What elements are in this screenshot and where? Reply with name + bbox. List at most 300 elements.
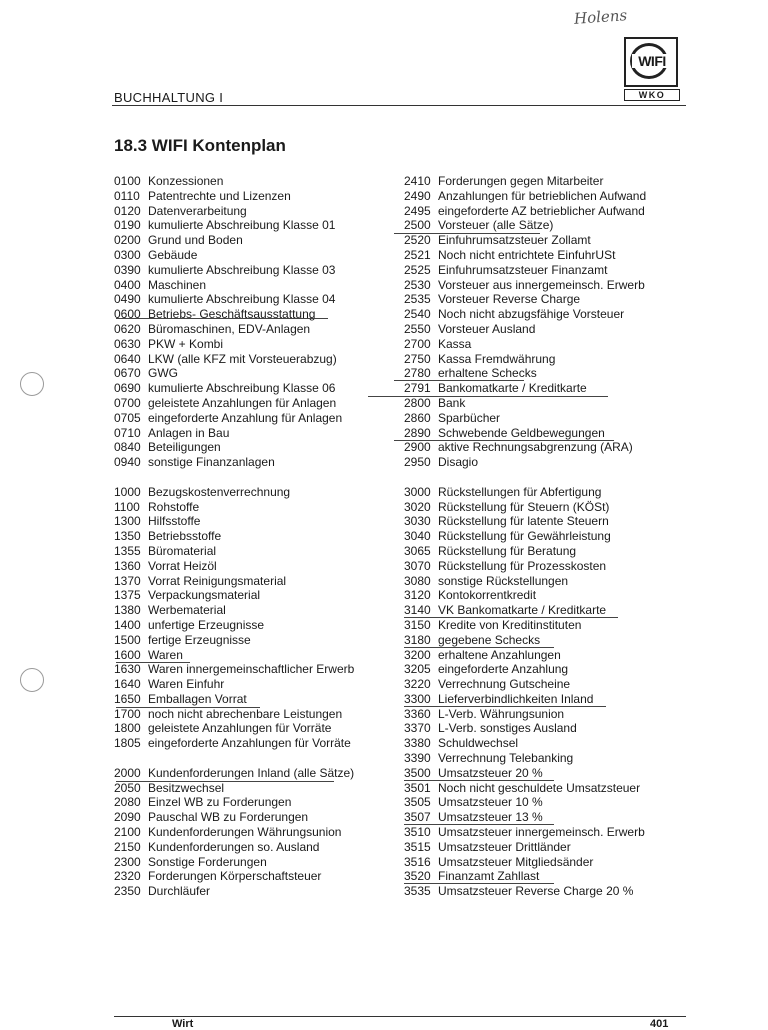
account-row [114, 766, 394, 781]
account-row [404, 781, 694, 796]
account-number: 0690 [114, 381, 141, 396]
account-number: 1400 [114, 617, 141, 632]
account-number: 0640 [114, 351, 141, 366]
account-label: eingeforderte Anzahlungen für Vorräte [148, 736, 351, 751]
account-row [114, 189, 394, 204]
account-label: Finanzamt Zahllast [438, 869, 540, 884]
account-row [404, 278, 694, 293]
account-number: 0630 [114, 336, 141, 351]
account-row [404, 603, 694, 618]
account-list-right [404, 174, 694, 899]
account-label: Vorrat Reinigungsmaterial [148, 573, 287, 588]
account-row [114, 366, 394, 381]
account-row [404, 337, 694, 352]
account-number: 0700 [114, 395, 141, 410]
account-label: erhaltene Anzahlungen [438, 647, 561, 662]
account-row [114, 648, 394, 663]
account-label: kumulierte Abschreibung Klasse 06 [148, 381, 336, 396]
account-number: 3510 [404, 825, 431, 840]
account-number: 3070 [404, 558, 431, 573]
account-row [114, 204, 394, 219]
account-number: 3360 [404, 706, 431, 721]
account-number: 0710 [114, 425, 141, 440]
section-gap [404, 470, 694, 485]
account-label: Büromaterial [148, 543, 217, 558]
account-row [404, 440, 694, 455]
account-label: Vorsteuer Ausland [438, 321, 536, 336]
account-row [404, 707, 694, 722]
account-label: Umsatzsteuer 20 % [438, 765, 543, 780]
account-number: 1360 [114, 558, 141, 573]
account-row [114, 426, 394, 441]
account-number: 3150 [404, 617, 431, 632]
account-label: kumulierte Abschreibung Klasse 03 [148, 262, 336, 277]
account-label: eingeforderte Anzahlung [438, 662, 569, 677]
pen-underline [394, 233, 540, 234]
footer-left-text: Wirt [172, 1018, 194, 1030]
account-row [114, 381, 394, 396]
account-number: 3020 [404, 499, 431, 514]
account-number: 0840 [114, 440, 141, 455]
account-number: 1800 [114, 721, 141, 736]
account-number: 3515 [404, 839, 431, 854]
account-row [404, 766, 694, 781]
account-row [114, 440, 394, 455]
account-label: Datenverarbeitung [148, 203, 247, 218]
pen-underline [116, 781, 334, 782]
account-label: gegebene Schecks [438, 632, 541, 647]
account-label: Emballagen Vorrat [148, 691, 247, 706]
account-row [114, 559, 394, 574]
account-row [114, 825, 394, 840]
account-number: 2950 [404, 455, 431, 470]
account-number: 3000 [404, 484, 431, 499]
account-number: 3520 [404, 869, 431, 884]
account-number: 3390 [404, 751, 431, 766]
account-label: Anlagen in Bau [148, 425, 230, 440]
account-row [114, 485, 394, 500]
account-label: Forderungen gegen Mitarbeiter [438, 174, 604, 188]
account-number: 0400 [114, 277, 141, 292]
account-row [114, 529, 394, 544]
header-divider [112, 105, 686, 106]
account-label: Bankomatkarte / Kreditkarte [438, 381, 587, 396]
account-row [404, 485, 694, 500]
account-row [404, 411, 694, 426]
account-number: 2791 [404, 381, 431, 396]
account-row [114, 707, 394, 722]
account-label: Patentrechte und Lizenzen [148, 188, 291, 203]
section-gap [114, 751, 394, 766]
account-number: 0390 [114, 262, 141, 277]
account-label: sonstige Finanzanlagen [148, 455, 275, 470]
account-label: Umsatzsteuer Reverse Charge 20 % [438, 884, 634, 899]
account-label: Vorsteuer (alle Sätze) [438, 218, 554, 233]
account-label: Kassa [438, 336, 472, 351]
account-label: PKW + Kombi [148, 336, 224, 351]
account-label: erhaltene Schecks [438, 366, 537, 381]
account-row [114, 810, 394, 825]
account-number: 0100 [114, 174, 141, 188]
account-label: Forderungen Körperschaftsteuer [148, 869, 322, 884]
account-row [114, 869, 394, 884]
account-number: 3030 [404, 514, 431, 529]
account-row [114, 662, 394, 677]
account-row [404, 263, 694, 278]
account-row [114, 174, 394, 189]
account-number: 1355 [114, 543, 141, 558]
account-number: 2800 [404, 395, 431, 410]
account-row [114, 677, 394, 692]
account-row [404, 855, 694, 870]
account-number: 2535 [404, 292, 431, 307]
account-label: GWG [148, 366, 178, 381]
account-number: 2530 [404, 277, 431, 292]
account-label: sonstige Rückstellungen [438, 573, 569, 588]
account-row [404, 648, 694, 663]
account-row [114, 514, 394, 529]
account-label: Sonstige Forderungen [148, 854, 267, 869]
account-number: 3120 [404, 588, 431, 603]
account-row [114, 278, 394, 293]
account-number: 1500 [114, 632, 141, 647]
account-number: 2890 [404, 425, 431, 440]
account-number: 3200 [404, 647, 431, 662]
account-number: 1000 [114, 484, 141, 499]
account-label: eingeforderte AZ betrieblicher Aufwand [438, 203, 645, 218]
page-number: 401 [650, 1018, 669, 1030]
account-row [114, 218, 394, 233]
account-label: Noch nicht entrichtete EinfuhrUSt [438, 247, 616, 262]
account-label: Einfuhrumsatzsteuer Finanzamt [438, 262, 608, 277]
account-label: geleistete Anzahlungen für Anlagen [148, 395, 337, 410]
account-number: 2521 [404, 247, 431, 262]
account-row [404, 529, 694, 544]
account-label: fertige Erzeugnisse [148, 632, 251, 647]
account-row [404, 366, 694, 381]
account-number: 3080 [404, 573, 431, 588]
account-row [404, 322, 694, 337]
account-number: 1640 [114, 677, 141, 692]
account-label: L-Verb. Währungsunion [438, 706, 565, 721]
handwritten-note: Holens [573, 6, 628, 28]
account-label: Anzahlungen für betrieblichen Aufwand [438, 188, 647, 203]
account-number: 2410 [404, 174, 431, 188]
account-number: 0620 [114, 321, 141, 336]
account-row [114, 574, 394, 589]
logo-subtitle: WKO [624, 89, 680, 101]
account-label: Maschinen [148, 277, 207, 292]
account-row [114, 884, 394, 899]
account-label: Rückstellung für Gewährleistung [438, 529, 611, 544]
account-label: noch nicht abrechenbare Leistungen [148, 706, 343, 721]
account-row [114, 840, 394, 855]
account-row [404, 189, 694, 204]
account-row [404, 884, 694, 899]
account-number: 1630 [114, 662, 141, 677]
pen-underline [116, 318, 328, 319]
account-row [114, 307, 394, 322]
account-number: 0670 [114, 366, 141, 381]
account-row [404, 633, 694, 648]
account-label: Hilfsstoffe [148, 514, 201, 529]
account-number: 2700 [404, 336, 431, 351]
account-label: Umsatzsteuer innergemeinsch. Erwerb [438, 825, 645, 840]
account-row [404, 544, 694, 559]
pen-underline [116, 662, 190, 663]
account-number: 3507 [404, 810, 431, 825]
account-number: 0940 [114, 455, 141, 470]
account-number: 3516 [404, 854, 431, 869]
account-row [114, 603, 394, 618]
account-row [114, 233, 394, 248]
account-label: Sparbücher [438, 410, 501, 425]
account-number: 2000 [114, 765, 141, 780]
account-label: Einfuhrumsatzsteuer Zollamt [438, 233, 591, 248]
account-label: aktive Rechnungsabgrenzung (ARA) [438, 440, 633, 455]
account-row [114, 352, 394, 367]
account-row [114, 795, 394, 810]
account-label: Kontokorrentkredit [438, 588, 537, 603]
account-label: Schwebende Geldbewegungen [438, 425, 605, 440]
account-number: 2300 [114, 854, 141, 869]
account-label: Umsatzsteuer 10 % [438, 795, 543, 810]
account-number: 0490 [114, 292, 141, 307]
account-row [404, 292, 694, 307]
account-number: 3370 [404, 721, 431, 736]
account-number: 3065 [404, 543, 431, 558]
account-row [404, 455, 694, 470]
account-number: 0110 [114, 188, 140, 203]
account-label: Waren Einfuhr [148, 677, 225, 692]
account-row [114, 337, 394, 352]
account-label: Schuldwechsel [438, 736, 519, 751]
account-label: Verrechnung Gutscheine [438, 677, 571, 692]
account-list-left [114, 174, 394, 899]
account-row [404, 352, 694, 367]
account-label: geleistete Anzahlungen für Vorräte [148, 721, 332, 736]
account-label: Umsatzsteuer 13 % [438, 810, 543, 825]
account-label: Kredite von Kreditinstituten [438, 617, 582, 632]
account-label: Konzessionen [148, 174, 224, 188]
account-row [404, 662, 694, 677]
account-number: 3535 [404, 884, 431, 899]
account-row [404, 618, 694, 633]
account-label: VK Bankomatkarte / Kreditkarte [438, 603, 607, 618]
pen-underline [368, 396, 608, 397]
wifi-logo [624, 37, 678, 101]
account-label: kumulierte Abschreibung Klasse 01 [148, 218, 336, 233]
account-number: 2520 [404, 233, 431, 248]
account-label: Rückstellung für latente Steuern [438, 514, 609, 529]
account-row [404, 840, 694, 855]
logo-box [624, 37, 678, 87]
account-row [114, 455, 394, 470]
account-number: 1350 [114, 529, 141, 544]
account-number: 3300 [404, 691, 431, 706]
account-number: 3500 [404, 765, 431, 780]
account-row [114, 736, 394, 751]
account-label: Betriebsstoffe [148, 529, 222, 544]
account-number: 2490 [404, 188, 431, 203]
account-number: 0200 [114, 233, 141, 248]
account-number: 3501 [404, 780, 431, 795]
account-number: 0190 [114, 218, 141, 233]
account-row [404, 692, 694, 707]
footer-divider [114, 1016, 686, 1017]
account-label: Rohstoffe [148, 499, 200, 514]
account-number: 1300 [114, 514, 141, 529]
account-number: 2780 [404, 366, 431, 381]
account-number: 2860 [404, 410, 431, 425]
account-row [404, 588, 694, 603]
pen-underline [404, 706, 606, 707]
account-label: Rückstellung für Steuern (KÖSt) [438, 499, 610, 514]
account-number: 2495 [404, 203, 431, 218]
account-label: Rückstellung für Beratung [438, 543, 577, 558]
account-number: 3380 [404, 736, 431, 751]
account-label: Bezugskostenverrechnung [148, 484, 291, 499]
account-row [114, 618, 394, 633]
account-number: 2540 [404, 307, 431, 322]
pen-underline [394, 440, 614, 441]
account-label: Beteiligungen [148, 440, 221, 455]
account-number: 2525 [404, 262, 431, 277]
header-title: BUCHHALTUNG I [114, 90, 224, 105]
pen-underline [394, 380, 524, 381]
account-number: 2090 [114, 810, 141, 825]
pen-underline [404, 780, 554, 781]
account-row [114, 396, 394, 411]
account-row [114, 721, 394, 736]
account-row [404, 736, 694, 751]
account-row [404, 721, 694, 736]
logo-text: WIFI [632, 54, 672, 68]
account-row [404, 559, 694, 574]
account-number: 2350 [114, 884, 141, 899]
pen-underline [116, 707, 260, 708]
account-number: 2100 [114, 825, 141, 840]
punch-hole-top [20, 372, 44, 396]
account-row [114, 855, 394, 870]
account-number: 1600 [114, 647, 141, 662]
account-label: Verrechnung Telebanking [438, 751, 574, 766]
account-label: Vorsteuer aus innergemeinsch. Erwerb [438, 277, 645, 292]
account-label: Gebäude [148, 247, 198, 262]
account-number: 2050 [114, 780, 141, 795]
account-label: Vorsteuer Reverse Charge [438, 292, 581, 307]
account-label: Waren [148, 647, 183, 662]
account-label: eingeforderte Anzahlung für Anlagen [148, 410, 343, 425]
account-label: Einzel WB zu Forderungen [148, 795, 292, 810]
account-label: Kassa Fremdwährung [438, 351, 556, 366]
account-number: 3180 [404, 632, 431, 647]
account-row [114, 692, 394, 707]
account-row [404, 396, 694, 411]
account-row [114, 500, 394, 515]
pen-underline [404, 617, 618, 618]
account-row [404, 751, 694, 766]
account-label: Noch nicht geschuldete Umsatzsteuer [438, 780, 641, 795]
account-row [404, 574, 694, 589]
account-number: 3140 [404, 603, 431, 618]
account-label: unfertige Erzeugnisse [148, 617, 265, 632]
account-label: Kundenforderungen Währungsunion [148, 825, 342, 840]
account-row [404, 795, 694, 810]
account-number: 0600 [114, 307, 141, 322]
account-number: 2500 [404, 218, 431, 233]
account-row [404, 514, 694, 529]
account-row [404, 426, 694, 441]
account-row [404, 248, 694, 263]
account-label: Vorrat Heizöl [148, 558, 217, 573]
account-label: Umsatzsteuer Mitgliedsänder [438, 854, 594, 869]
account-label: Waren innergemeinschaftlicher Erwerb [148, 662, 355, 677]
account-number: 1375 [114, 588, 141, 603]
account-number: 2320 [114, 869, 141, 884]
account-label: Rückstellungen für Abfertigung [438, 484, 602, 499]
account-label: Pauschal WB zu Forderungen [148, 810, 309, 825]
account-number: 1650 [114, 691, 141, 706]
account-label: LKW (alle KFZ mit Vorsteuerabzug) [148, 351, 337, 366]
account-number: 3220 [404, 677, 431, 692]
account-row [404, 233, 694, 248]
account-row [114, 633, 394, 648]
account-row [114, 292, 394, 307]
account-row [114, 248, 394, 263]
account-label: Kundenforderungen so. Ausland [148, 839, 320, 854]
account-label: Büromaschinen, EDV-Anlagen [148, 321, 311, 336]
account-label: Disagio [438, 455, 479, 470]
account-row [404, 825, 694, 840]
account-label: Bank [438, 395, 466, 410]
account-row [114, 263, 394, 278]
account-label: Verpackungsmaterial [148, 588, 261, 603]
account-row [404, 677, 694, 692]
account-number: 3505 [404, 795, 431, 810]
account-number: 0120 [114, 203, 141, 218]
account-row [114, 781, 394, 796]
account-number: 1100 [114, 499, 140, 514]
account-number: 2750 [404, 351, 431, 366]
account-row [404, 204, 694, 219]
account-label: Kundenforderungen Inland (alle Sätze) [148, 765, 355, 780]
punch-hole-bottom [20, 668, 44, 692]
account-label: L-Verb. sonstiges Ausland [438, 721, 577, 736]
account-row [404, 174, 694, 189]
account-label: Werbematerial [148, 603, 226, 618]
account-label: Grund und Boden [148, 233, 243, 248]
account-label: Umsatzsteuer Drittländer [438, 839, 571, 854]
account-row [404, 218, 694, 233]
account-number: 0300 [114, 247, 141, 262]
account-number: 1380 [114, 603, 141, 618]
account-label: Durchläufer [148, 884, 211, 899]
account-row [404, 500, 694, 515]
account-label: Lieferverbindlichkeiten Inland [438, 691, 594, 706]
account-number: 2080 [114, 795, 141, 810]
account-label: Rückstellung für Prozesskosten [438, 558, 607, 573]
account-number: 3205 [404, 662, 431, 677]
account-number: 3040 [404, 529, 431, 544]
section-gap [114, 470, 394, 485]
account-number: 2150 [114, 839, 141, 854]
account-label: kumulierte Abschreibung Klasse 04 [148, 292, 336, 307]
pen-underline [404, 647, 554, 648]
account-row [114, 322, 394, 337]
section-title: 18.3 WIFI Kontenplan [114, 136, 286, 155]
account-row [404, 307, 694, 322]
